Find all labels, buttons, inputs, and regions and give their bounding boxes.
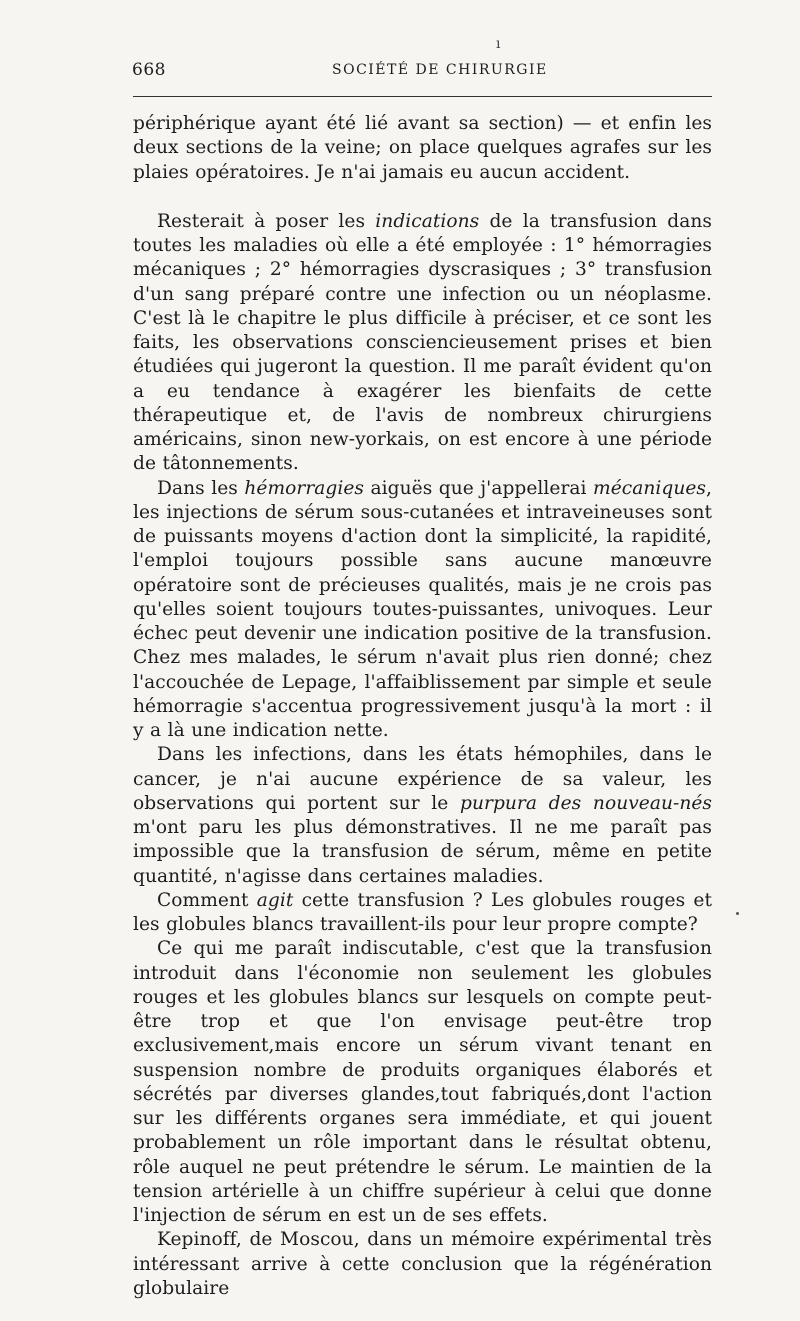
header-rule bbox=[133, 96, 712, 97]
text-run: Dans les bbox=[157, 477, 245, 499]
italic-text: agit bbox=[256, 889, 294, 911]
margin-speck bbox=[736, 912, 739, 915]
italic-text: purpura des nouveau-nés bbox=[460, 792, 712, 814]
paragraph-6 bbox=[133, 937, 712, 1228]
text-run: m'ont paru les plus démonstratives. Il ne me paraît pas impossible que la transfusion de sérum, même en petite quantité, n'agisse dans certaines maladies. bbox=[133, 817, 712, 887]
text-run: Kepinoff, de Moscou, dans un mémoire expérimental très intéressant arrive à cette conclusion que la régénération globulaire bbox=[133, 1229, 712, 1299]
paragraph-3 bbox=[133, 477, 712, 744]
text-run: aiguës que j'appellerai bbox=[364, 477, 594, 499]
page-number: 668 bbox=[132, 60, 166, 80]
text-run: Resterait à poser les bbox=[157, 210, 376, 232]
paragraph-7 bbox=[133, 1228, 712, 1301]
italic-text: mécaniques bbox=[593, 477, 707, 499]
italic-text: indications bbox=[375, 210, 480, 232]
text-run: Comment bbox=[157, 889, 257, 911]
paragraph-1 bbox=[133, 112, 712, 185]
stray-print-mark: ı bbox=[496, 36, 501, 52]
paragraph-2 bbox=[133, 210, 712, 477]
running-head: SOCIÉTÉ DE CHIRURGIE bbox=[332, 62, 548, 78]
text-run: cette transfusion ? Les globules rouges et les globules blancs travaillent-ils pour leur propre compte? bbox=[133, 889, 712, 935]
paragraph-5 bbox=[133, 889, 712, 938]
text-run: de la transfusion dans toutes les maladies où elle a été employée : 1° hémorragies mécaniques ; 2° hémorragies dyscrasiques ; 3° transfusion d'un sang préparé contre une infection ou un néoplasme. C'est là le chapitre le plus difficile à préciser, et ce sont les faits, les observations consciencieusement prises et bien étudiées qui jugeront la question. Il me paraît évident qu'on a eu tendance à exagérer les bienfaits de cette thérapeutique et, de l'avis de nombreux chirurgiens américains, sinon new-yorkais, on est encore à une période de tâtonnements. bbox=[133, 210, 712, 475]
body-text bbox=[133, 112, 712, 1301]
paragraph-4 bbox=[133, 743, 712, 889]
text-run: périphérique ayant été lié avant sa section) — et enfin les deux sections de la veine; on place quelques agrafes sur les plaies opératoires. Je n'ai jamais eu aucun accident. bbox=[133, 113, 712, 183]
text-run: Ce qui me paraît indiscutable, c'est que la transfusion introduit dans l'économie non seulement les globules rouges et les globules blancs sur lesquels on compte peut-être trop et que l'on envisage peut-être trop exclusivement,mais encore un sérum vivant tenant en suspension nombre de produits organiques élaborés et sécrétés par diverses glandes,tout fabriqués,dont l'action sur les différents organes sera immédiate, et qui jouent probablement un rôle important dans le résultat obtenu, rôle auquel ne peut prétendre le sérum. Le maintien de la tension artérielle à un chiffre supérieur à celui que donne l'injection de sérum en est un de ses effets. bbox=[133, 938, 712, 1226]
italic-text: hémorragies bbox=[244, 477, 365, 499]
text-run: Dans les infections, dans les états hémophiles, dans le cancer, je n'ai aucune expérience de sa valeur, les observations qui portent sur le bbox=[133, 744, 712, 814]
text-run: , les injections de sérum sous-cutanées et intraveineuses sont de puissants moyens d'action dont la simplicité, la rapidité, l'emploi toujours possible sans aucune manœuvre opératoire sont de précieuses qualités, mais je ne crois pas qu'elles soient toujours toutes-puissantes, univoques. Leur échec peut devenir une indication positive de la transfusion. Chez mes malades, le sérum n'avait plus rien donné; chez l'accouchée de Lepage, l'affaiblissement par simple et seule hémorragie s'accentua progressivement jusqu'à la mort : il y a là une indication nette. bbox=[133, 477, 712, 741]
page-header bbox=[132, 60, 712, 84]
